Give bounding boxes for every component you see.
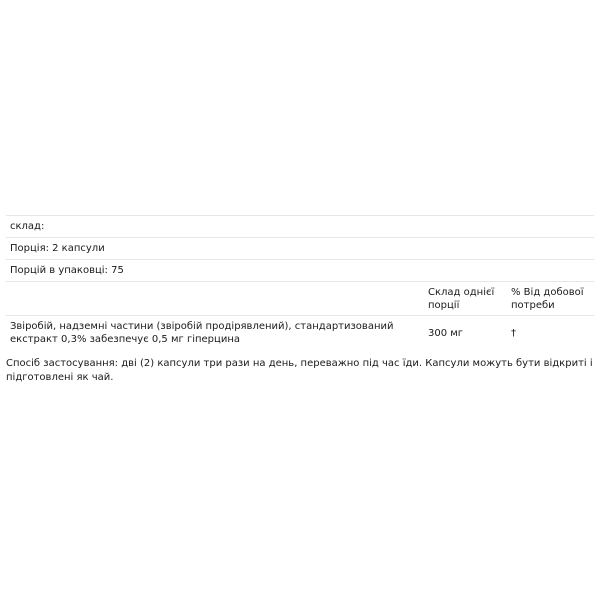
serving-size: Порція: 2 капсули	[6, 238, 594, 260]
usage-instructions: Спосіб застосування: дві (2) капсули три рази на день, переважно під час їди. Капсули можуть бути відкриті і підготовлені як чай.	[6, 358, 593, 383]
servings-per-container-row	[6, 260, 594, 282]
composition-title: склад:	[6, 216, 594, 238]
servings-per-container: Порцій в упаковці: 75	[6, 260, 594, 282]
table-header-row	[6, 282, 594, 316]
supplement-facts-table	[6, 215, 594, 350]
header-daily-value: % Від добової потреби	[507, 282, 594, 316]
serving-size-row	[6, 238, 594, 260]
header-ingredient	[6, 282, 424, 316]
ingredient-daily-value: †	[507, 316, 594, 351]
header-amount-per-serving: Склад однієї порції	[424, 282, 507, 316]
table-row	[6, 316, 594, 351]
composition-title-row	[6, 216, 594, 238]
ingredient-amount: 300 мг	[424, 316, 507, 351]
ingredient-name: Звіробій, надземні частини (звіробій продірявлений), стандартизований екстракт 0,3% забезпечує 0,5 мг гіперцина	[6, 316, 424, 351]
